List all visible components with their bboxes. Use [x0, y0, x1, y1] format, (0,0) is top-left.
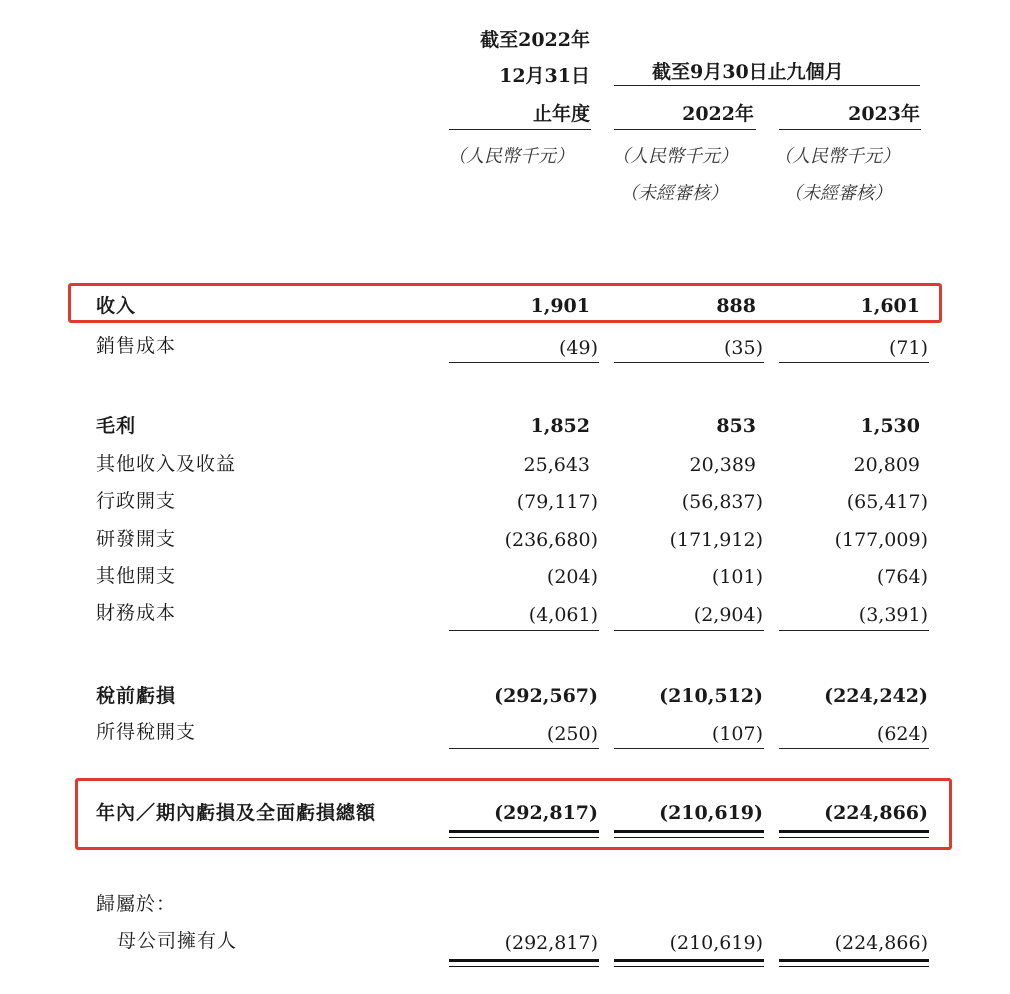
row-value: (764) [876, 566, 928, 588]
highlight-box-revenue [68, 283, 942, 323]
row-value: (204) [546, 566, 598, 588]
row-label-total-comprehensive-loss: 年內／期內虧損及全面虧損總額 [96, 802, 377, 824]
row-value: (292,817) [494, 802, 598, 824]
row-value: (292,817) [504, 932, 598, 954]
row-value: (210,619) [669, 932, 763, 954]
period-group-header: 截至9月30日止九個月 [652, 61, 844, 83]
subtotal-rule [779, 748, 929, 749]
row-label-finance-costs: 財務成本 [96, 602, 177, 624]
col3-year-header: 2023年 [848, 103, 920, 125]
subtotal-rule [779, 362, 929, 363]
row-value: (101) [711, 566, 763, 588]
row-value: (171,912) [669, 529, 763, 551]
col3-header-rule [779, 129, 921, 130]
row-value: (177,009) [834, 529, 928, 551]
row-value: (292,567) [494, 685, 598, 707]
row-value: (224,242) [824, 685, 928, 707]
subtotal-rule [779, 630, 929, 631]
row-value: (210,619) [659, 802, 763, 824]
subtotal-rule [449, 362, 599, 363]
col1-header-line2: 12月31日 [499, 65, 590, 87]
row-value: (250) [546, 723, 598, 745]
col3-unaudited: （未經審核） [784, 183, 892, 204]
subtotal-rule [614, 630, 764, 631]
row-value: 1,530 [860, 415, 920, 437]
row-label-other-expenses: 其他開支 [96, 565, 177, 587]
row-value: (49) [558, 337, 598, 359]
subtotal-rule [449, 630, 599, 631]
row-value: (210,512) [659, 685, 763, 707]
row-value: (224,866) [834, 932, 928, 954]
col2-unaudited: （未經審核） [620, 183, 728, 204]
row-value: 20,389 [689, 454, 756, 476]
total-double-rule [614, 830, 764, 838]
row-value: 853 [716, 415, 756, 437]
row-value: (71) [888, 337, 928, 359]
row-label-loss-before-tax: 稅前虧損 [96, 685, 177, 707]
row-value: 20,809 [853, 454, 920, 476]
row-value: (56,837) [681, 491, 763, 513]
row-label-attributable-to: 歸屬於： [96, 893, 177, 915]
col1-unit: （人民幣千元） [448, 146, 574, 167]
col1-header-line1: 截至2022年 [480, 29, 590, 51]
row-value: (65,417) [846, 491, 928, 513]
row-value: 1,852 [530, 415, 590, 437]
row-label-rd-expenses: 研發開支 [96, 528, 177, 550]
subtotal-rule [614, 748, 764, 749]
row-value: (107) [711, 723, 763, 745]
row-value: 1,901 [530, 295, 590, 317]
row-value: (79,117) [516, 491, 598, 513]
row-value: (624) [876, 723, 928, 745]
row-value: (35) [723, 337, 763, 359]
total-double-rule [779, 959, 929, 967]
subtotal-rule [614, 362, 764, 363]
row-value: 1,601 [860, 295, 920, 317]
total-double-rule [614, 959, 764, 967]
row-value: (3,391) [858, 604, 928, 626]
row-label-other-income: 其他收入及收益 [96, 453, 237, 475]
row-label-income-tax: 所得稅開支 [96, 721, 197, 743]
col2-unit: （人民幣千元） [612, 146, 738, 167]
total-double-rule [449, 959, 599, 967]
row-label-owners-of-parent: 母公司擁有人 [117, 930, 238, 952]
row-label-admin-expenses: 行政開支 [96, 490, 177, 512]
row-value: (2,904) [693, 604, 763, 626]
col2-header-rule [614, 129, 756, 130]
row-value: 888 [716, 295, 756, 317]
col2-year-header: 2022年 [682, 103, 754, 125]
row-value: (236,680) [504, 529, 598, 551]
total-double-rule [779, 830, 929, 838]
row-label-revenue: 收入 [96, 295, 137, 317]
row-value: (4,061) [528, 604, 598, 626]
col3-unit: （人民幣千元） [774, 146, 900, 167]
row-label-gross-profit: 毛利 [96, 415, 137, 437]
subtotal-rule [449, 748, 599, 749]
row-value: 25,643 [523, 454, 590, 476]
total-double-rule [449, 830, 599, 838]
row-label-cost-of-sales: 銷售成本 [96, 335, 177, 357]
col1-header-rule [449, 129, 591, 130]
col1-header-line3: 止年度 [532, 103, 590, 125]
group-header-rule [614, 85, 920, 86]
row-value: (224,866) [824, 802, 928, 824]
